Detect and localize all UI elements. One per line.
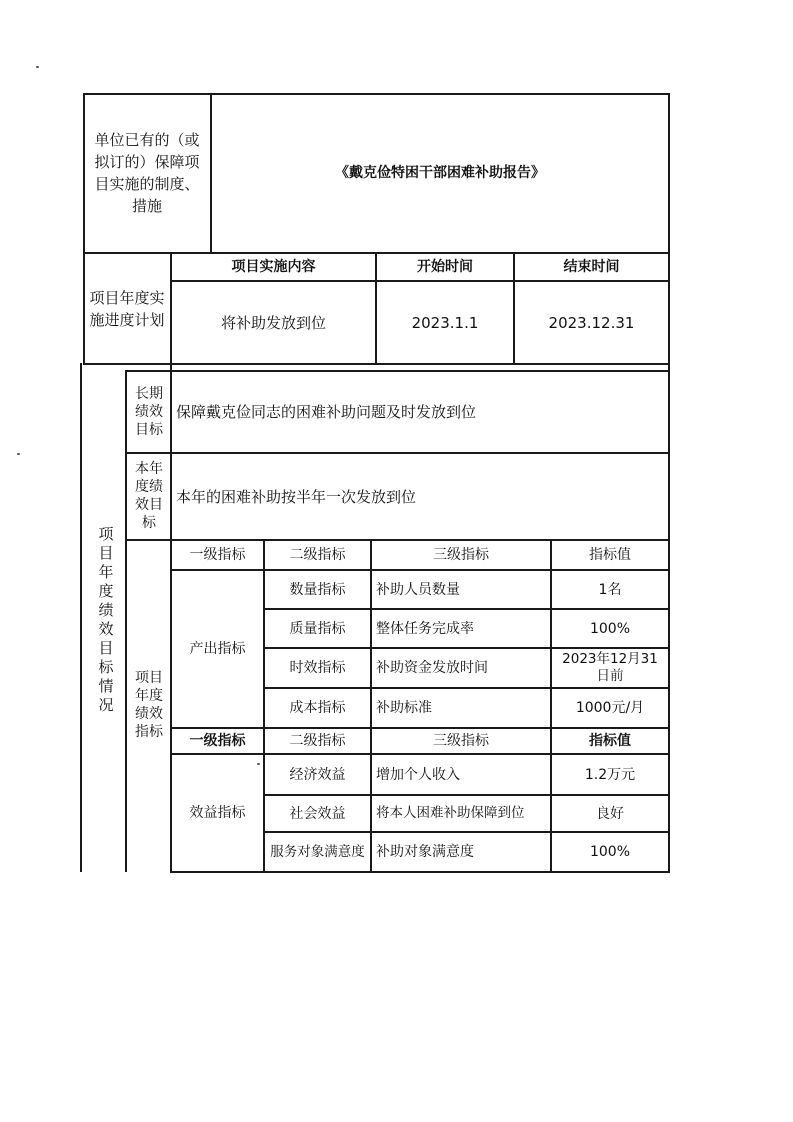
output-head-level1: 一级指标 <box>189 547 246 563</box>
annual-goal-label: 本年度绩效目标 <box>135 461 163 531</box>
schedule-col-content: 项目实施内容 <box>231 259 316 275</box>
goals-section-label: 项目年度绩效目标情况 <box>98 525 114 714</box>
benefit-row-level3: 补助对象满意度 <box>376 844 474 860</box>
output-row-level3: 补助标准 <box>376 700 432 716</box>
output-row-value: 2023年12月31日前 <box>562 651 658 684</box>
scan-speck <box>36 66 39 68</box>
long-term-goal-label: 长期绩效目标 <box>135 386 163 438</box>
output-row-level3: 补助人员数量 <box>376 581 460 598</box>
schedule-label: 项目年度实施进度计划 <box>89 288 165 329</box>
measures-value: 《戴克俭特困干部困难补助报告》 <box>335 165 545 181</box>
benefit-row-level2: 经济效益 <box>289 766 346 783</box>
output-row-level2: 质量指标 <box>289 620 346 637</box>
benefit-row-level2: 社会效益 <box>289 805 346 822</box>
output-row-level3: 整体任务完成率 <box>376 620 474 637</box>
output-row-level2: 成本指标 <box>289 700 346 716</box>
output-head-level3: 三级指标 <box>433 547 489 563</box>
output-row-value: 1000元/月 <box>575 700 645 716</box>
output-row-level2: 时效指标 <box>289 660 346 676</box>
annual-goal-value: 本年的困难补助按半年一次发放到位 <box>176 487 417 506</box>
benefit-row-value: 100% <box>589 844 631 860</box>
benefit-row-value: 1.2万元 <box>584 766 636 783</box>
measures-label: 单位已有的（或拟订的）保障项目实施的制度、措施 <box>94 131 200 215</box>
benefit-row-level2: 服务对象满意度 <box>270 843 365 860</box>
schedule-col-start: 开始时间 <box>417 259 473 275</box>
output-indicator-label: 产出指标 <box>189 641 246 657</box>
output-row-value: 100% <box>589 620 631 637</box>
benefit-row-level3: 将本人困难补助保障到位 <box>376 805 525 821</box>
schedule-start-date: 2023.1.1 <box>411 313 479 332</box>
benefit-head-level3: 三级指标 <box>433 733 489 749</box>
indicators-label: 项目年度绩效指标 <box>135 670 163 740</box>
benefit-row-level3: 增加个人收入 <box>376 766 460 783</box>
output-row-level3: 补助资金发放时间 <box>376 660 488 676</box>
benefit-row-value: 良好 <box>596 805 624 822</box>
benefit-indicator-label: 效益指标 <box>189 805 246 821</box>
benefit-head-level2: 二级指标 <box>289 733 346 749</box>
long-term-goal-value: 保障戴克俭同志的困难补助问题及时发放到位 <box>176 403 477 421</box>
schedule-content: 将补助发放到位 <box>220 313 326 332</box>
output-head-value: 指标值 <box>589 547 631 563</box>
scan-speck <box>17 453 20 455</box>
output-head-level2: 二级指标 <box>289 547 346 563</box>
schedule-col-end: 结束时间 <box>563 259 620 275</box>
output-row-value: 1名 <box>598 581 622 598</box>
scan-speck <box>257 763 260 765</box>
output-row-level2: 数量指标 <box>289 581 346 598</box>
benefit-head-level1: 一级指标 <box>189 733 246 749</box>
benefit-head-value: 指标值 <box>589 733 631 749</box>
schedule-end-date: 2023.12.31 <box>548 313 635 332</box>
